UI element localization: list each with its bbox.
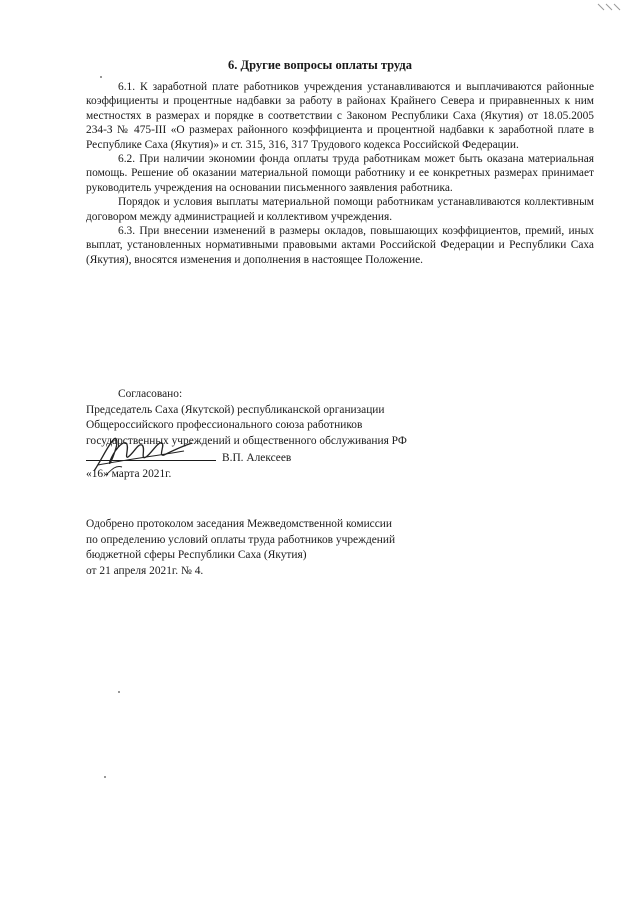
approved-line-1: Одобрено протоколом заседания Межведомственной комиссии [86, 518, 392, 530]
scan-speck [118, 691, 120, 693]
section-title: 6. Другие вопросы оплаты труда [228, 58, 412, 72]
approval-position-line-2: Общероссийского профессионального союза работников [86, 419, 363, 431]
approval-position-line-3: государственных учреждений и общественного обслуживания РФ [86, 434, 407, 447]
scan-corner-mark [596, 2, 622, 12]
signature-row [86, 449, 586, 467]
paragraph-material-aid-procedure: Порядок и условия выплаты материальной помощи работникам устанавливаются коллективным договором между администрацией и коллективом учреждения. [86, 196, 594, 223]
section-body [86, 80, 594, 267]
paragraph-6-2: 6.2. При наличии экономии фонда оплаты труда работникам может быть оказана материальная помощь. Решение об оказании материальной помощи работнику и ее конкретных размерах принимает руководитель учреждения на основании письменного заявления работника. [86, 153, 594, 194]
approved-line-2: по определению условий оплаты труда работников учреждений [86, 533, 396, 546]
approval-date: «16» марта 2021г. [86, 467, 172, 480]
approval-block [86, 387, 586, 482]
handwritten-signature [88, 431, 198, 479]
signatory-name: В.П. Алексеев [222, 452, 292, 464]
approved-by-block [86, 517, 586, 579]
paragraph-6-3: 6.3. При внесении изменений в размеры окладов, повышающих коэффициентов, премий, иных выплат, установленных нормативными правовыми актами Российской Федерации и Республики Саха (Якутия), вносятся изменения и дополнения в настоящее Положение. [86, 225, 594, 266]
approval-label: Согласовано: [118, 388, 183, 400]
scan-speck [104, 776, 106, 778]
paragraph-6-1: 6.1. К заработной плате работников учреждения устанавливаются и выплачиваются районные коэффициенты и процентные надбавки за работу в районах Крайнего Севера и приравненных к ним местностях в размерах и порядке в соответствии с Законом Республики Саха (Якутия) от 18.05.2005 234-З № 475-III «О размерах районного коэффициента и процентной надбавки к заработной плате в Республике Саха (Якутия)» и ст. 315, 316, 317 Трудового кодекса Российской Федерации. [86, 81, 594, 151]
approved-line-3: бюджетной сферы Республики Саха (Якутия) [86, 549, 307, 562]
approval-position-line-1: Председатель Саха (Якутской) республиканской организации [86, 403, 385, 416]
scan-speck [100, 76, 102, 78]
approved-line-4: от 21 апреля 2021г. № 4. [86, 564, 204, 577]
